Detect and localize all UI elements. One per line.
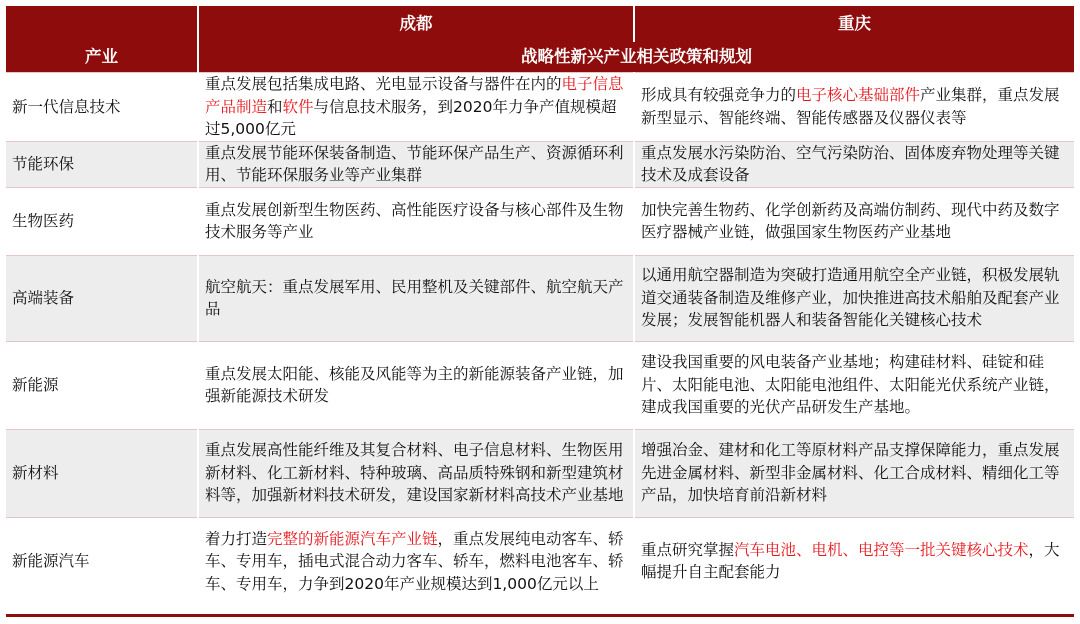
table-bottom-rule — [6, 614, 1074, 617]
industry-cell: 生物医药 — [6, 187, 198, 255]
text-segment: 以通用航空器制造为突破打造通用航空全产业链，积极发展轨道交通装备制造及维修产业，加快推进高技术船舶及配套产业发展；发展智能机器人和装备智能化关键核心技术 — [641, 266, 1060, 330]
text-segment: ，大幅提升自主配套能力 — [641, 540, 1060, 582]
table-row — [6, 517, 1074, 605]
industry-cell: 节能环保 — [6, 141, 198, 187]
text-segment: 加快完善生物药、化学创新药及高端仿制药、现代中药及数字医疗器械产业链，做强国家生物医药产业基地 — [641, 200, 1060, 241]
header-industry: 产业 — [6, 42, 198, 73]
highlighted-text: 汽车电池、电机、电控等一批关键核心技术 — [734, 540, 1029, 559]
header-row-labels — [6, 42, 1074, 73]
header-chengdu: 成都 — [198, 6, 634, 42]
text-segment: 和 — [267, 97, 283, 116]
text-segment: 重点发展水污染防治、空气污染防治、固体废弃物处理等关键技术及成套设备 — [641, 143, 1060, 184]
text-segment: 重点发展创新型生物医药、高性能医疗设备与核心部件及生物技术服务等产业 — [205, 200, 624, 241]
chengdu-cell — [198, 255, 634, 341]
chengdu-cell — [198, 141, 634, 187]
table-row — [6, 73, 1074, 142]
industry-cell: 新能源汽车 — [6, 517, 198, 605]
text-segment: 重点发展太阳能、核能及风能等为主的新能源装备产业链，加强新能源技术研发 — [205, 364, 624, 405]
industry-cell: 新材料 — [6, 429, 198, 517]
chongqing-cell — [634, 255, 1074, 341]
text-segment: 形成具有较强竞争力的 — [641, 86, 797, 105]
table-row — [6, 187, 1074, 255]
text-segment: 重点发展高性能纤维及其复合材料、电子信息材料、生物医用新材料、化工新材料、特种玻璃、高品质特殊钢和新型建筑材料等，加强新材料技术研发，建设国家新材料高技术产业基地 — [205, 441, 624, 505]
chengdu-cell — [198, 517, 634, 605]
chengdu-cell — [198, 187, 634, 255]
chongqing-cell — [634, 73, 1074, 142]
highlighted-text: 电子核心基础部件 — [796, 86, 921, 105]
table-row — [6, 429, 1074, 517]
text-segment: 重点发展节能环保装备制造、节能环保产品生产、资源循环利用、节能环保服务业等产业集群 — [205, 143, 624, 184]
header-row-cities — [6, 6, 1074, 42]
industry-cell: 新一代信息技术 — [6, 73, 198, 142]
chengdu-cell — [198, 73, 634, 142]
text-segment: 航空航天：重点发展军用、民用整机及关键部件、航空航天产品 — [205, 277, 624, 318]
header-chongqing: 重庆 — [634, 6, 1074, 42]
highlighted-text: 电子信息产品制造 — [205, 75, 624, 116]
text-segment: 着力打造 — [205, 529, 268, 548]
chongqing-cell — [634, 141, 1074, 187]
policy-table — [6, 6, 1074, 605]
policy-table-container — [6, 6, 1074, 605]
table-row — [6, 341, 1074, 429]
text-segment: ，重点发展纯电动客车、轿车、专用车，插电式混合动力客车、轿车，燃料电池客车、轿车、专用车，力争到2020年产业规模达到1,000亿元以上 — [205, 529, 624, 593]
text-segment: 产业集群，重点发展新型显示、智能终端、智能传感器及仪器仪表等 — [641, 86, 1060, 127]
industry-cell: 高端装备 — [6, 255, 198, 341]
chongqing-cell — [634, 341, 1074, 429]
industry-cell: 新能源 — [6, 341, 198, 429]
header-blank-cell — [6, 6, 198, 42]
chongqing-cell — [634, 517, 1074, 605]
table-row — [6, 255, 1074, 341]
text-segment: 重点发展包括集成电路、光电显示设备与器件在内的 — [205, 75, 562, 93]
chengdu-cell — [198, 341, 634, 429]
chongqing-cell — [634, 187, 1074, 255]
text-segment: 重点研究掌握 — [641, 540, 735, 559]
chongqing-cell — [634, 429, 1074, 517]
text-segment: 与信息技术服务，到2020年力争产值规模超过5,000亿元 — [205, 97, 617, 138]
text-segment: 增强冶金、建材和化工等原材料产品支撑保障能力，重点发展先进金属材料、新型非金属材料、化工合成材料、精细化工等产品，加快培育前沿新材料 — [641, 441, 1060, 505]
header-policy: 战略性新兴产业相关政策和规划 — [198, 42, 1074, 73]
highlighted-text: 完整的新能源汽车产业链 — [267, 529, 438, 548]
text-segment: 建设我国重要的风电装备产业基地；构建硅材料、硅锭和硅片、太阳能电池、太阳能电池组件、太阳能光伏系统产业链，建成我国重要的光伏产品研发生产基地。 — [641, 353, 1060, 417]
table-row — [6, 141, 1074, 187]
chengdu-cell — [198, 429, 634, 517]
highlighted-text: 软件 — [282, 97, 314, 116]
